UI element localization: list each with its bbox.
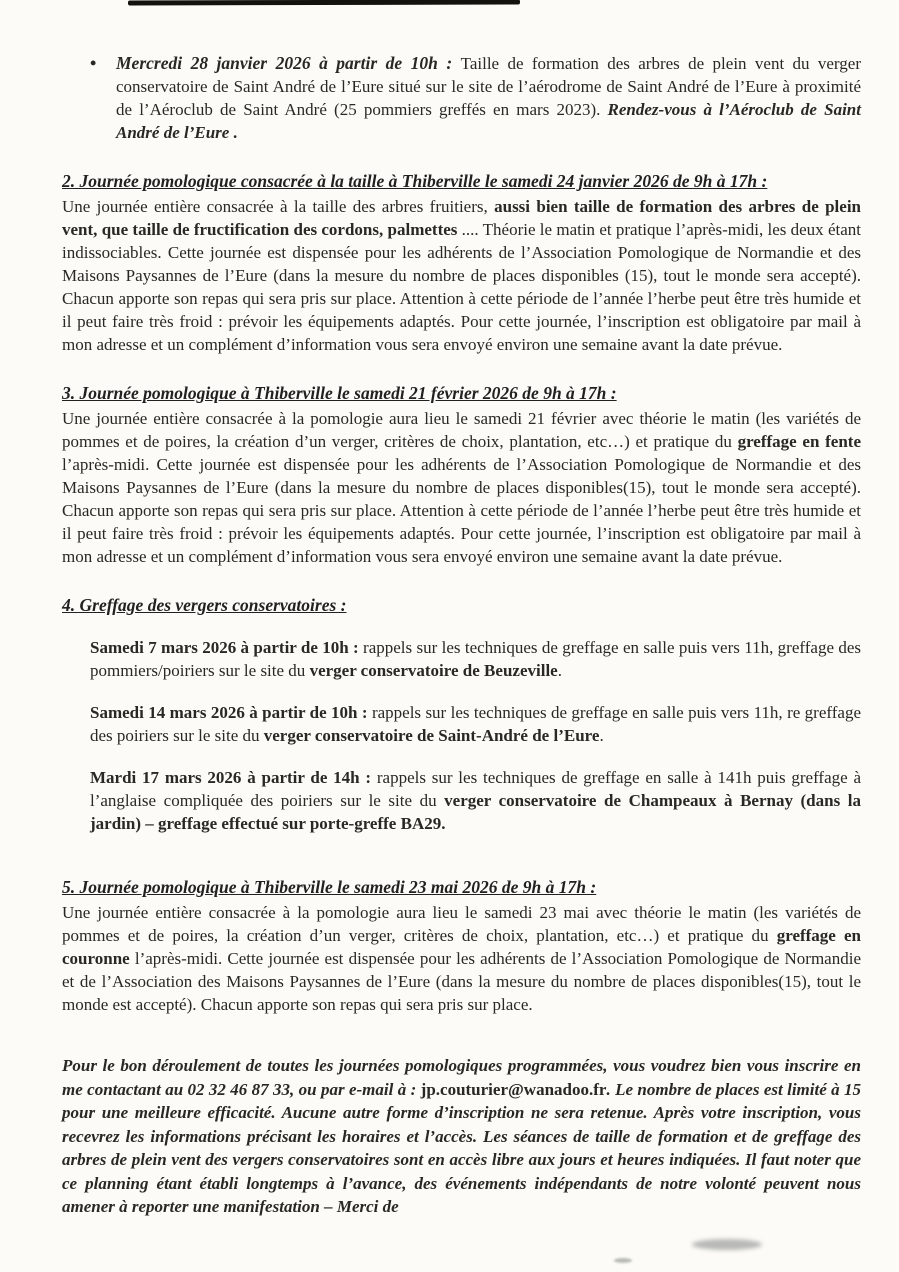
section-2-text-run-1: Une journée entière consacrée à la taille des arbres fruitiers, <box>62 197 495 216</box>
grafting-item-2-date: Samedi 14 mars 2026 à partir de 10h : <box>90 703 368 722</box>
section-2-bold-run: aussi bien taille de formation des arbres de plein vent, que taille de fructification des cordons, palmettes <box>62 197 861 239</box>
grafting-item-saint-andre <box>90 701 861 747</box>
bullet-icon: • <box>90 53 97 73</box>
section-2-text-run-2: .... Théorie le matin et pratique l’après-midi, les deux étant indissociables. Cette journée est dispensée pour les adhérents de l’Association Pomologique de Normandie et des Maisons Paysannes de l’Eure (dans la mesure du nombre de places disponibles (15), tout le monde sera accepté). Chacun apporte son repas qui sera pris sur place. Attention à cette période de l’année l’herbe peut être très humide et il peut faire très froid : prévoir les équipements adaptés. Pour cette journée, l’inscription est obligatoire par mail à mon adresse et un complément d’information vous sera envoyé environ une semaine avant la date prévue. <box>62 220 861 354</box>
event-description-run: Taille de formation des arbres de plein vent du verger conservatoire de Saint André de l’Eure situé sur le site de l’aérodrome de Saint André de l’Eure à proximité de l’Aéroclub de Saint André (25 pommiers greffés en mars 2023). <box>116 54 861 119</box>
section-2-heading: 2. Journée pomologique consacrée à la taille à Thiberville le samedi 24 janvier 2026 de 9h à 17h : <box>62 171 768 191</box>
registration-footer-note <box>62 1054 861 1219</box>
section-3-body <box>62 407 861 568</box>
event-bullet-item <box>90 52 861 144</box>
section-4-heading: 4. Greffage des vergers conservatoires : <box>62 595 347 615</box>
section-3-heading: 3. Journée pomologique à Thiberville le samedi 21 février 2026 de 9h à 17h : <box>62 383 617 403</box>
scan-artifact-bottom-smudge <box>692 1239 762 1250</box>
section-2-body <box>62 195 861 356</box>
grafting-item-1-date: Samedi 7 mars 2026 à partir de 10h : <box>90 638 359 657</box>
section-3-text-run-1: Une journée entière consacrée à la pomologie aura lieu le samedi 21 février avec théorie le matin (les variétés de pommes et de poires, la création d’un verger, critères de choix, plantation, etc…) et pratique du <box>62 409 861 451</box>
section-5-text-run-1: Une journée entière consacrée à la pomologie aura lieu le samedi 23 mai avec théorie le matin (les variétés de pommes et de poires, la création d’un verger, critères de choix, plantation, etc…) et pratique du <box>62 903 861 945</box>
scan-artifact-bottom-mark <box>614 1258 632 1263</box>
event-rendezvous-note: Rendez-vous à l’Aéroclub de Saint André de l’Eure . <box>116 100 861 142</box>
section-5-text-run-2: l’après-midi. Cette journée est dispensée pour les adhérents de l’Association Pomologique de Normandie et de l’Association des Maisons Paysannes de l’Eure (dans la mesure du nombre de places disponibles(15), tout le monde est accepté). Chacun apporte son repas qui sera pris sur place. <box>62 949 861 1014</box>
grafting-item-2-text: rappels sur les techniques de greffage en salle puis vers 11h, re greffage des poiriers sur le site du <box>90 703 861 745</box>
footer-text-run-2: . Le nombre de places est limité à 15 pour une meilleure efficacité. Aucune autre forme d’inscription ne sera retenue. Après votre inscription, vous recevrez les informations précisant les horaires et l’accès. Les séances de taille de formation et de greffage des arbres de plein vent des vergers conservatoires sont en accès libre aux jours et heures indiquées. Il faut noter que ce planning étant établi longtemps à l’avance, des événements indépendants de notre volonté peuvent nous amener à reporter une manifestation – Merci de <box>62 1079 862 1216</box>
section-5-bold-run: greffage en couronne <box>62 926 862 968</box>
grafting-item-3-site: verger conservatoire de Champeaux à Bernay (dans la jardin) – greffage effectué sur porte-greffe BA29. <box>90 791 861 833</box>
grafting-item-2-site: verger conservatoire de Saint-André de l’Eure <box>263 726 600 745</box>
event-bullet-paragraph <box>116 52 861 144</box>
section-3-bold-run: greffage en fente <box>737 432 861 451</box>
section-5-body <box>62 901 861 1016</box>
grafting-item-3-text: rappels sur les techniques de greffage en salle à 141h puis greffage à l’anglaise compliquée des poiriers sur le site du <box>90 768 861 810</box>
grafting-item-champeaux <box>90 766 861 835</box>
grafting-item-1-tail: . <box>557 661 562 680</box>
grafting-item-beuzeville <box>90 636 861 682</box>
grafting-item-1-site: verger conservatoire de Beuzeville <box>309 661 558 680</box>
grafting-item-2-tail: . <box>599 726 604 745</box>
grafting-item-1-text: rappels sur les techniques de greffage en salle puis vers 11h, greffage des pommiers/poiriers sur le site du <box>90 638 861 680</box>
section-3-text-run-2: l’après-midi. Cette journée est dispensée pour les adhérents de l’Association Pomologique de Normandie et des Maisons Paysannes de l’Eure (dans la mesure du nombre de places disponibles(15), tout le monde sera accepté). Chacun apporte son repas qui sera pris sur place. Attention à cette période de l’année l’herbe peut être très humide et il peut faire très froid : prévoir les équipements adaptés. Pour cette journée, l’inscription est obligatoire par mail à mon adresse et un complément d’information vous sera envoyé environ une semaine avant la date prévue. <box>62 455 861 566</box>
footer-text-run-1: Pour le bon déroulement de toutes les journées pomologiques programmées, vous voudrez bien vous inscrire en me contactant au 02 32 46 87 33, ou par e-mail à : <box>62 1056 861 1099</box>
contact-email: jp.couturier@wanadoo.fr <box>420 1079 607 1099</box>
grafting-item-3-date: Mardi 17 mars 2026 à partir de 14h : <box>90 768 372 787</box>
event-date-title: Mercredi 28 janvier 2026 à partir de 10h : <box>116 53 461 73</box>
section-5-heading: 5. Journée pomologique à Thiberville le samedi 23 mai 2026 de 9h à 17h : <box>62 877 597 897</box>
